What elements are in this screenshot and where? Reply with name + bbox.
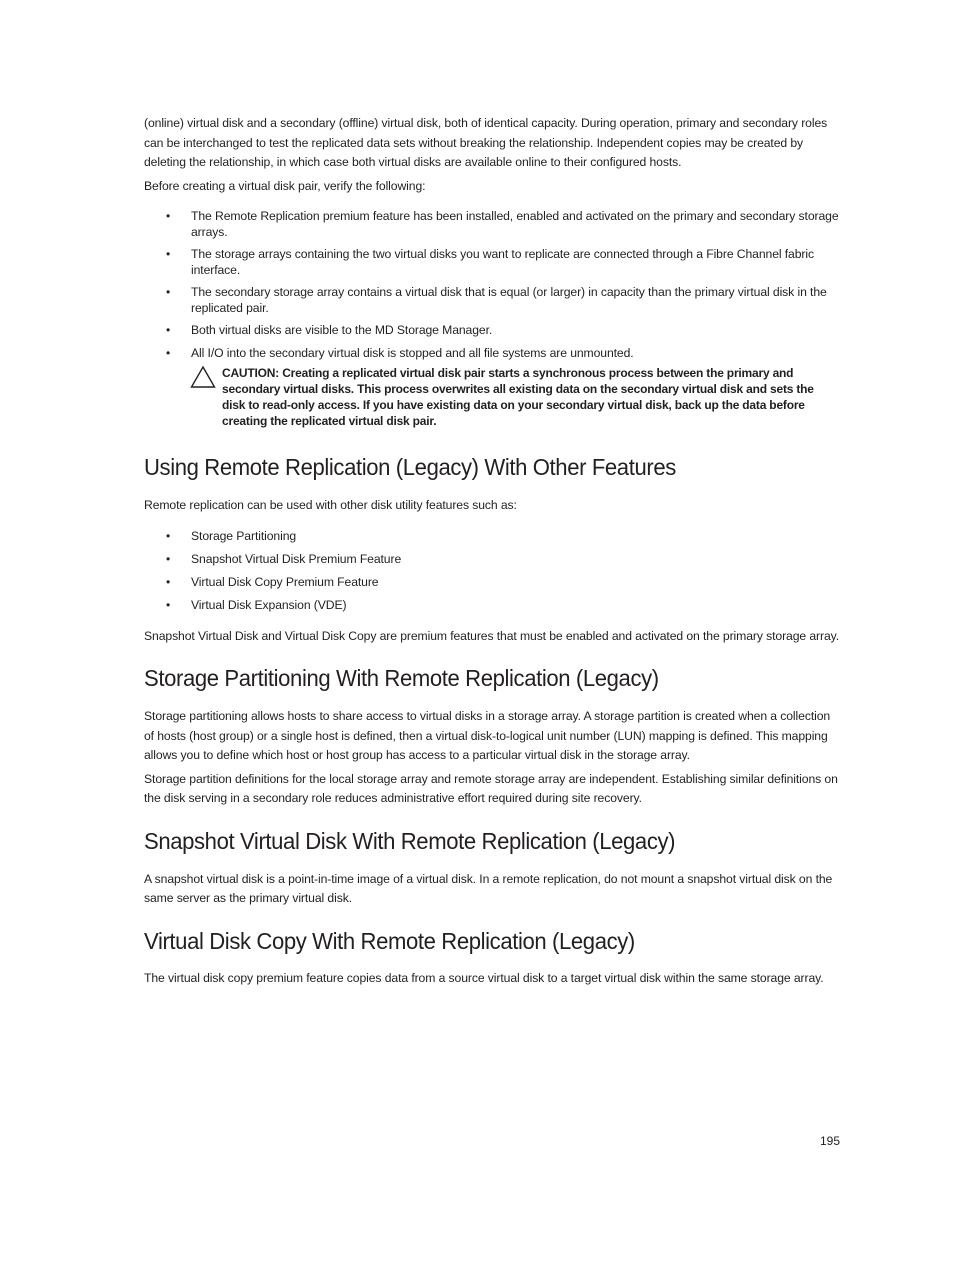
intro-verify-paragraph: Before creating a virtual disk pair, verify the following: — [144, 178, 426, 193]
list-item: • All I/O into the secondary virtual disk is stopped and all file systems are unmounted. — [166, 346, 634, 360]
prerequisite-list — [144, 208, 840, 361]
intro-paragraph: (online) virtual disk and a secondary (offline) virtual disk, both of identical capacity. During operation, primary and secondary roles can be interchanged to test the replicated data sets without breaking the relationship. Independent copies may be created by deleting the relationship, in which case both virtual disks are available online to their configured hosts. — [144, 116, 828, 169]
list-item: • Both virtual disks are visible to the MD Storage Manager. — [166, 323, 493, 337]
list-item: • The Remote Replication premium feature has been installed, enabled and activated on the primary and secondary storage arrays. — [166, 209, 839, 239]
section-paragraph: A snapshot virtual disk is a point-in-time image of a virtual disk. In a remote replication, do not mount a snapshot virtual disk on the same server as the primary virtual disk. — [144, 871, 833, 905]
section-paragraph: Storage partition definitions for the local storage array and remote storage array are independent. Establishing similar definitions on the disk serving in a secondary role reduces administrative effort required during site recovery. — [144, 771, 838, 805]
caution-note — [144, 365, 840, 429]
list-item: • Virtual Disk Copy Premium Feature — [166, 574, 379, 589]
caution-triangle-icon — [190, 365, 216, 394]
section-heading-virtual-disk-copy: Virtual Disk Copy With Remote Replication (Legacy) — [144, 927, 635, 954]
section-paragraph: Snapshot Virtual Disk and Virtual Disk Copy are premium features that must be enabled and activated on the primary storage array. — [144, 628, 840, 643]
list-item: • Storage Partitioning — [166, 528, 297, 543]
section-heading-snapshot: Snapshot Virtual Disk With Remote Replication (Legacy) — [144, 827, 676, 854]
section-heading-other-features: Using Remote Replication (Legacy) With Other Features — [144, 454, 676, 480]
list-item: • Snapshot Virtual Disk Premium Feature — [166, 551, 402, 566]
page-number: 195 — [819, 1134, 840, 1148]
section-paragraph: The virtual disk copy premium feature copies data from a source virtual disk to a target virtual disk within the same storage array. — [144, 970, 824, 985]
features-list — [144, 528, 840, 613]
list-item: • The storage arrays containing the two virtual disks you want to replicate are connected through a Fibre Channel fabric interface. — [166, 247, 814, 277]
section-paragraph: Remote replication can be used with other disk utility features such as: — [144, 498, 517, 512]
list-item: • The secondary storage array contains a virtual disk that is equal (or larger) in capacity than the primary virtual disk in the replicated pair. — [166, 285, 827, 315]
list-item: • Virtual Disk Expansion (VDE) — [166, 597, 347, 612]
page-content — [144, 114, 840, 988]
section-heading-storage-partitioning: Storage Partitioning With Remote Replication (Legacy) — [144, 665, 659, 691]
section-paragraph: Storage partitioning allows hosts to share access to virtual disks in a storage array. A storage partition is created when a collection of hosts (host group) or a single host is defined, then a virtual disk-to-logical unit number (LUN) mapping is defined. This mapping allows you to define which host or host group has access to a particular virtual disk in the storage array. — [144, 709, 831, 762]
caution-text: CAUTION: Creating a replicated virtual disk pair starts a synchronous process between the primary and secondary virtual disks. This process overwrites all existing data on the secondary virtual disk and sets the disk to read-only access. If you have existing data on your secondary virtual disk, back up the data before creating the replicated virtual disk pair. — [222, 366, 814, 428]
